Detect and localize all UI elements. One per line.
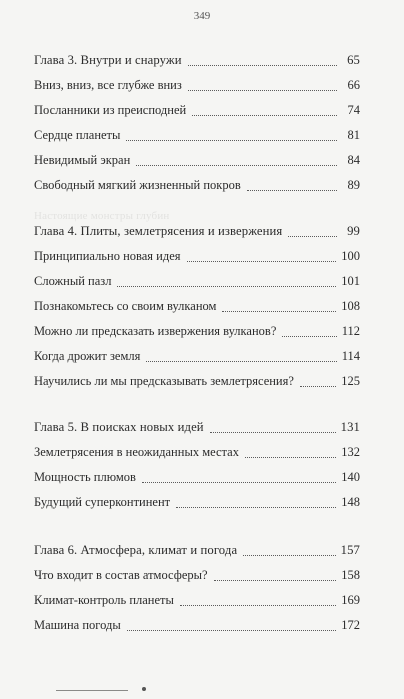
toc-entry-title: Сердце планеты [34,128,121,142]
toc-entry [34,443,360,461]
toc-entry [34,347,360,365]
toc-entry [34,176,360,194]
toc-entry-page: 89 [347,178,360,192]
toc-entry-chapter [34,222,360,240]
toc-entry [34,493,360,511]
toc-entry [34,247,360,265]
toc-entry [34,151,360,169]
dot-leader [300,385,336,387]
toc-entry-page: 66 [347,78,360,92]
dot-leader [222,310,336,312]
toc-entry-page: 65 [347,53,360,67]
toc-entry-title: Климат-контроль планеты [34,593,174,607]
toc-entry-page: 131 [340,420,360,434]
toc-entry-page: 157 [340,543,360,557]
dot-leader [127,629,337,631]
toc-entry-title: Глава 6. Атмосфера, климат и погода [34,543,238,557]
dot-leader [210,431,336,433]
toc-entry-title: Глава 5. В поисках новых идей [34,420,204,434]
dot-leader [136,164,337,166]
dot-leader [214,579,337,581]
toc-entry-page: 172 [341,618,360,632]
toc-entry-page: 125 [341,374,360,388]
dot-leader [247,189,337,191]
toc-entry-title: Мощность плюмов [34,470,136,484]
toc-entry-page: 81 [347,128,360,142]
dot-leader [188,64,337,66]
toc-entry-title: Когда дрожит земля [34,349,141,363]
dot-leader [142,481,336,483]
bottom-rule [56,690,128,691]
dot-leader [245,456,336,458]
toc-entry-page: 132 [341,445,360,459]
toc-entry [34,372,360,390]
toc-entry-page: 148 [341,495,360,509]
dot-leader [188,89,337,91]
toc-entry-title: Можно ли предсказать извержения вулканов? [34,324,277,338]
toc-entry-page: 101 [341,274,360,288]
toc-entry [34,322,360,340]
toc-entry-title: Сложный пазл [34,274,112,288]
toc-entry [34,297,360,315]
toc-entry-title: Вниз, вниз, все глубже вниз [34,78,182,92]
toc-entry-title: Познакомьтесь со своим вулканом [34,299,217,313]
toc-entry-page: 114 [341,349,360,363]
toc-entry [34,272,360,290]
toc-entry [34,126,360,144]
toc-entry-title: Глава 3. Внутри и снаружи [34,53,182,67]
toc-entry-title: Глава 4. Плиты, землетрясения и извержения [34,224,283,238]
dot-leader [288,235,337,237]
toc-entry-page: 84 [347,153,360,167]
dot-leader [187,260,337,262]
toc-entry-chapter [34,541,360,559]
dot-leader [146,360,336,362]
toc-entry-page: 108 [341,299,360,313]
toc-entry-page: 112 [341,324,360,338]
dot-leader [180,604,336,606]
toc-entry [34,616,360,634]
bleed-through-text: Настоящие монстры глубин [34,210,170,222]
dot-leader [282,335,336,337]
dot-leader [192,114,337,116]
page-number: 349 [193,10,211,22]
dot-leader [176,506,336,508]
toc-entry [34,591,360,609]
toc-entry [34,566,360,584]
dot-leader [126,139,337,141]
toc-entry-title: Свободный мягкий жизненный покров [34,178,241,192]
toc-entry-title: Принципиально новая идея [34,249,181,263]
toc-entry-title: Будущий суперконтинент [34,495,171,509]
toc-entry-title: Землетрясения в неожиданных местах [34,445,239,459]
toc-entry [34,468,360,486]
bottom-dot [142,687,146,691]
toc-entry-title: Посланники из преисподней [34,103,187,117]
toc-entry-page: 158 [341,568,360,582]
toc-entry-page: 99 [347,224,360,238]
toc-entry-title: Научились ли мы предсказывать землетрясения? [34,374,294,388]
dot-leader [243,554,335,556]
toc-entry-page: 74 [347,103,360,117]
toc-entry-chapter [34,418,360,436]
toc-entry [34,101,360,119]
toc-entry-title: Что входит в состав атмосферы? [34,568,208,582]
dot-leader [117,285,336,287]
toc-entry [34,76,360,94]
toc-entry-title: Невидимый экран [34,153,131,167]
toc-entry-page: 140 [341,470,360,484]
toc-entry-page: 100 [341,249,360,263]
toc-entry-page: 169 [341,593,360,607]
toc-entry-chapter [34,51,360,69]
toc-entry-title: Машина погоды [34,618,121,632]
